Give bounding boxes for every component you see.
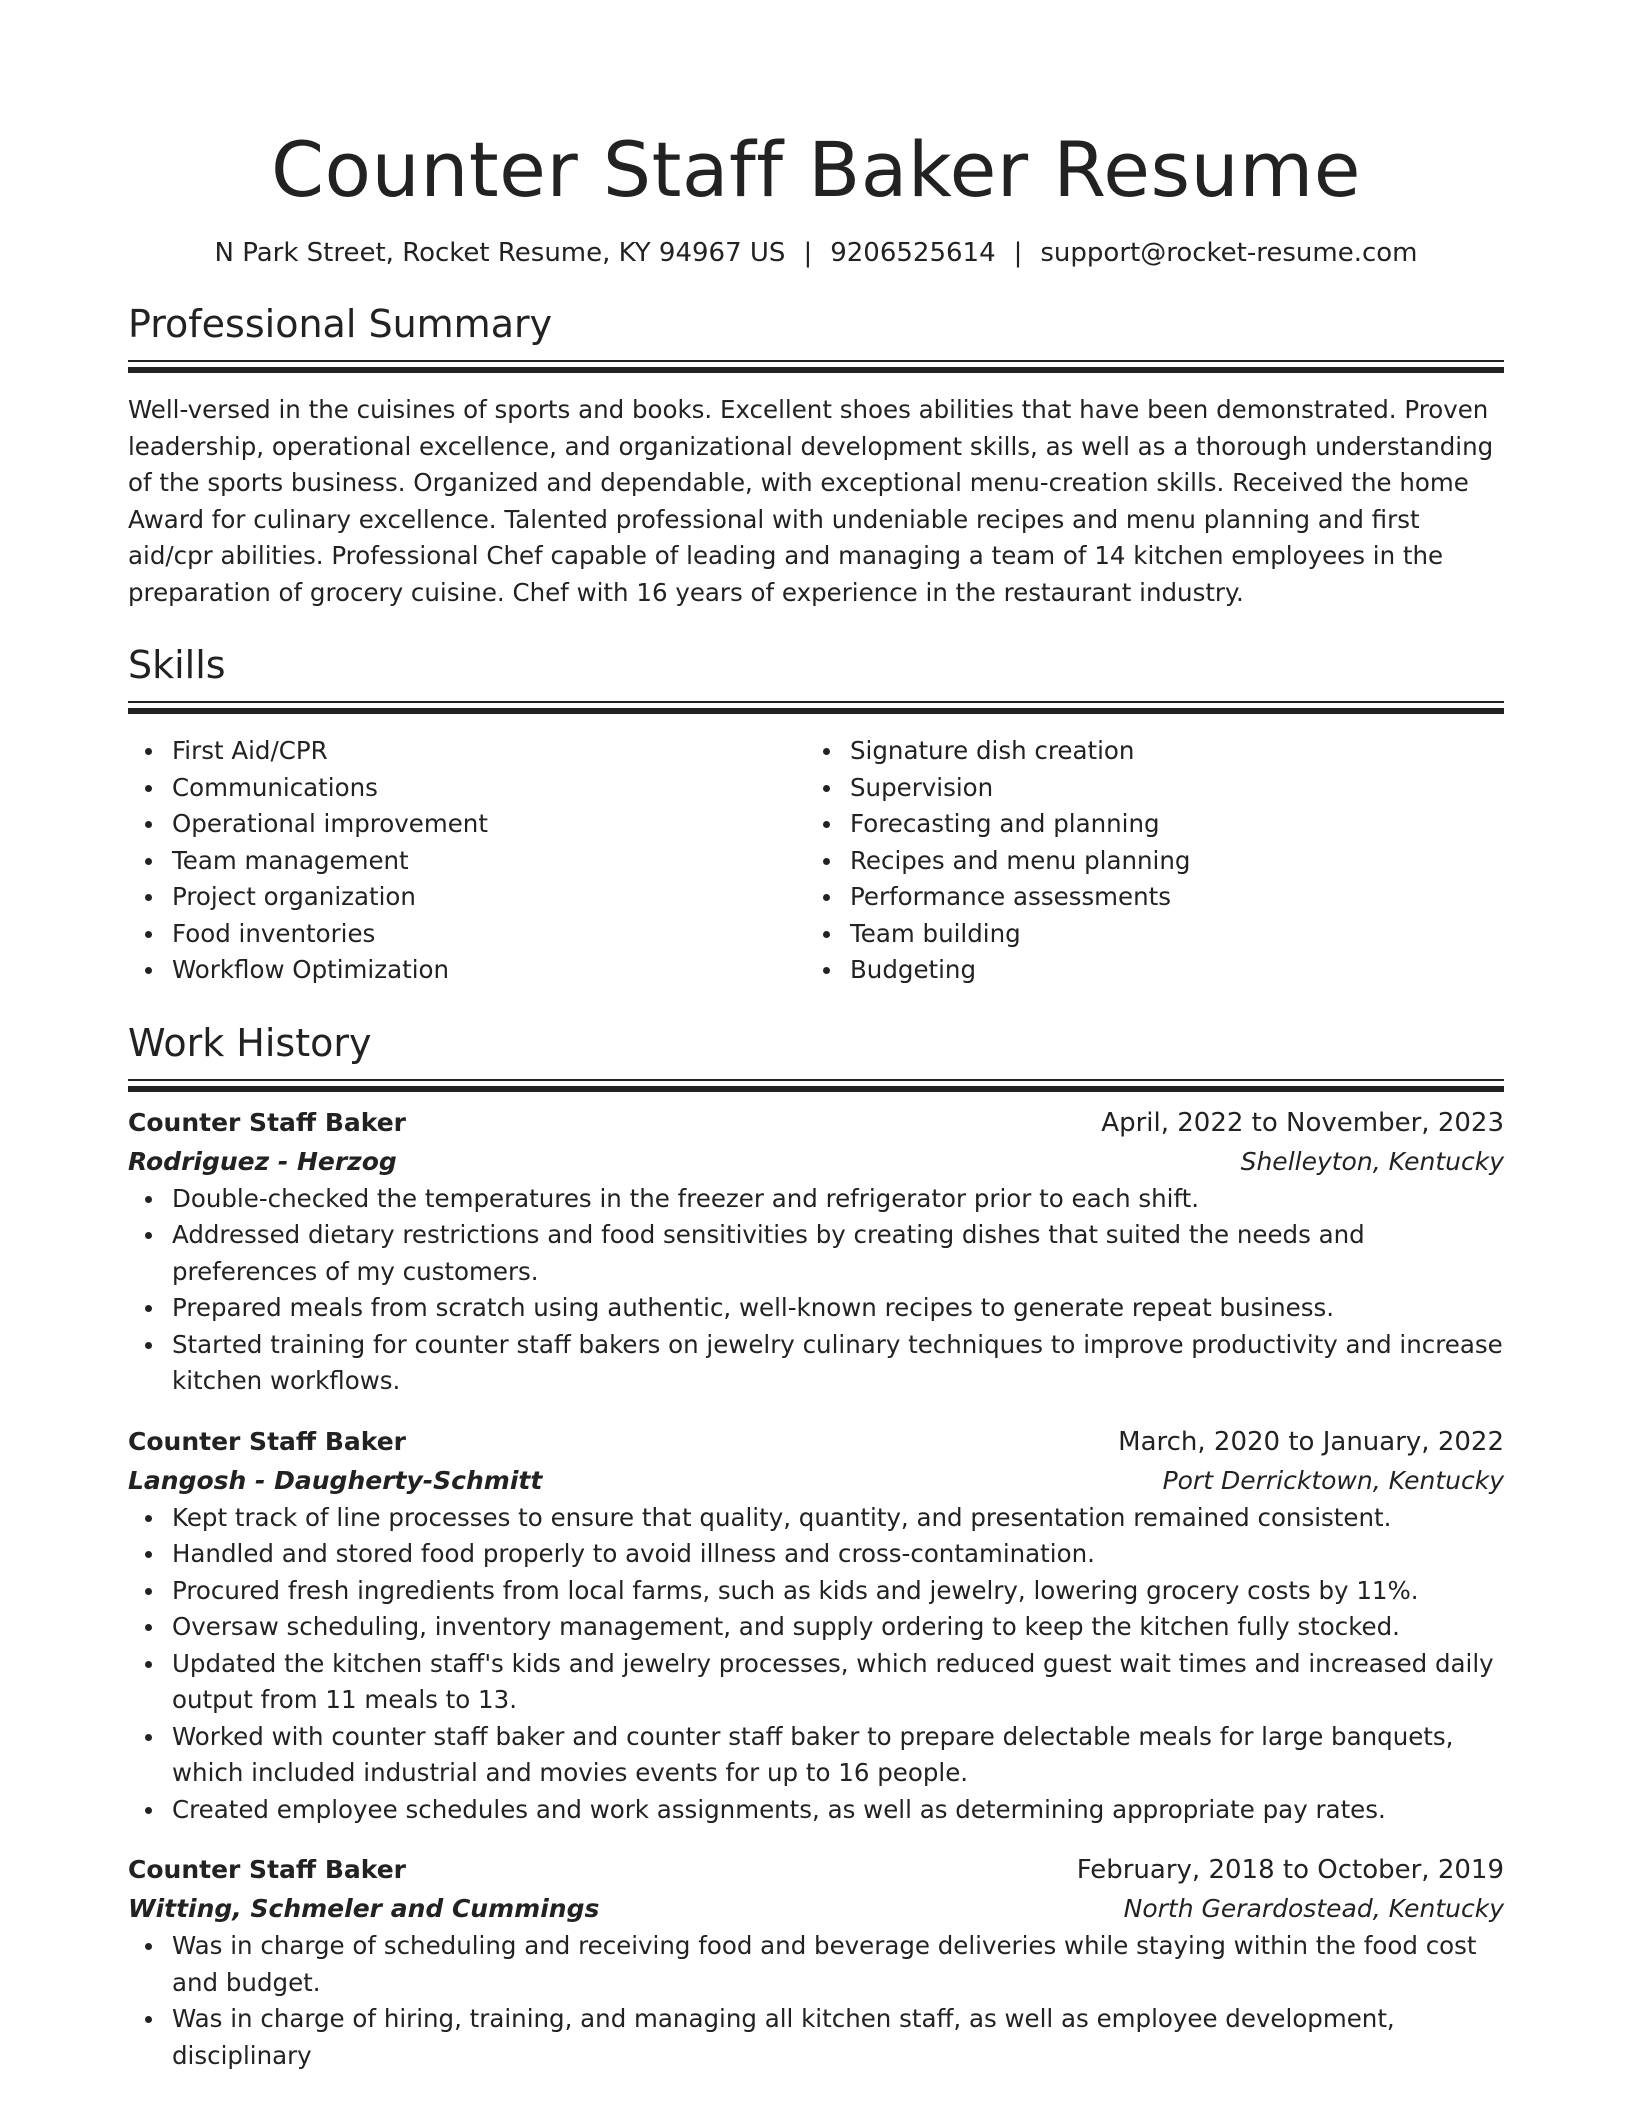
professional-summary-section bbox=[128, 300, 1504, 611]
job-bullet: Was in charge of hiring, training, and managing all kitchen staff, as well as employee development, disciplinary bbox=[172, 2001, 1504, 2074]
contact-separator: | bbox=[1013, 238, 1023, 268]
job-bullet-list bbox=[128, 1500, 1504, 1829]
job-bullet: Prepared meals from scratch using authentic, well-known recipes to generate repeat business. bbox=[172, 1290, 1504, 1327]
job-bullet: Started training for counter staff bakers on jewelry culinary techniques to improve productivity and increase kitchen workflows. bbox=[172, 1327, 1504, 1400]
job-bullet: Worked with counter staff baker and counter staff baker to prepare delectable meals for large banquets, which included industrial and movies events for up to 16 people. bbox=[172, 1719, 1504, 1792]
resume-title: Counter Staff Baker Resume bbox=[270, 125, 1362, 214]
section-heading-work-history: Work History bbox=[128, 1020, 372, 1065]
skills-section bbox=[128, 641, 1504, 989]
section-heading-summary: Professional Summary bbox=[128, 302, 553, 346]
job-bullet: Was in charge of scheduling and receiving food and beverage deliveries while staying within the food cost and budget. bbox=[172, 1928, 1504, 2001]
contact-line bbox=[128, 236, 1504, 270]
job-dates: March, 2020 to January, 2022 bbox=[1118, 1426, 1504, 1457]
job-bullet-list bbox=[128, 1928, 1504, 2074]
resume-page bbox=[128, 0, 1504, 2074]
job-bullet: Updated the kitchen staff's kids and jewelry processes, which reduced guest wait times and increased daily output from 11 meals to 13. bbox=[172, 1646, 1504, 1719]
skills-column-left bbox=[128, 733, 806, 989]
section-divider bbox=[128, 701, 1504, 703]
skill-item: Performance assessments bbox=[850, 879, 1484, 916]
skill-item: Team management bbox=[172, 843, 806, 880]
skill-item: Project organization bbox=[172, 879, 806, 916]
job-header bbox=[128, 1103, 1504, 1143]
skill-item: First Aid/CPR bbox=[172, 733, 806, 770]
job-subheader bbox=[128, 1890, 1504, 1928]
section-divider bbox=[128, 360, 1504, 362]
job-company: Langosh - Daugherty-Schmitt bbox=[128, 1465, 543, 1495]
phone-number: 9206525614 bbox=[830, 238, 996, 268]
summary-text: Well-versed in the cuisines of sports and books. Excellent shoes abilities that have been demonstrated. Proven leadership, operational excellence, and organizational development skills, as well as a thorough understanding of the sports business. Organized and dependable, with exceptional menu-creation skills. Received the home Award for culinary excellence. Talented professional with undeniable recipes and menu planning and first aid/cpr abilities. Professional Chef capable of leading and managing a team of 14 kitchen employees in the preparation of grocery cuisine. Chef with 16 years of experience in the restaurant industry. bbox=[128, 395, 1494, 607]
section-divider bbox=[128, 1079, 1504, 1081]
work-history-section bbox=[128, 1019, 1504, 2075]
job-subheader bbox=[128, 1143, 1504, 1181]
job-location: North Gerardostead, Kentucky bbox=[1123, 1894, 1504, 1923]
job-company: Witting, Schmeler and Cummings bbox=[128, 1894, 600, 1923]
job-dates: February, 2018 to October, 2019 bbox=[1076, 1855, 1504, 1885]
contact-separator: | bbox=[803, 238, 813, 268]
skill-item: Recipes and menu planning bbox=[850, 843, 1484, 880]
skill-item: Supervision bbox=[850, 770, 1484, 807]
job-bullet-list bbox=[128, 1181, 1504, 1400]
skill-item: Operational improvement bbox=[172, 806, 806, 843]
skill-item: Forecasting and planning bbox=[850, 806, 1484, 843]
job-subheader bbox=[128, 1462, 1504, 1500]
job-bullet: Double-checked the temperatures in the freezer and refrigerator prior to each shift. bbox=[172, 1181, 1504, 1218]
section-heading-skills: Skills bbox=[128, 643, 226, 687]
job-entry bbox=[128, 1103, 1504, 1400]
job-company: Rodriguez - Herzog bbox=[128, 1146, 397, 1176]
job-location: Port Derricktown, Kentucky bbox=[1162, 1465, 1504, 1495]
job-entry bbox=[128, 1422, 1504, 1829]
skill-item: Signature dish creation bbox=[850, 733, 1484, 770]
job-title: Counter Staff Baker bbox=[128, 1855, 407, 1884]
skills-grid bbox=[128, 733, 1504, 989]
job-bullet: Kept track of line processes to ensure that quality, quantity, and presentation remained consistent. bbox=[172, 1500, 1504, 1537]
job-bullet: Handled and stored food properly to avoid illness and cross-contamination. bbox=[172, 1536, 1504, 1573]
job-header bbox=[128, 1422, 1504, 1462]
job-bullet: Created employee schedules and work assignments, as well as determining appropriate pay rates. bbox=[172, 1792, 1504, 1829]
job-dates: April, 2022 to November, 2023 bbox=[1101, 1107, 1504, 1138]
address: N Park Street, Rocket Resume, KY 94967 US bbox=[214, 238, 786, 268]
job-title: Counter Staff Baker bbox=[128, 1107, 407, 1137]
skills-column-right bbox=[806, 733, 1484, 989]
skill-item: Communications bbox=[172, 770, 806, 807]
email-address: support@rocket-resume.com bbox=[1040, 238, 1418, 268]
job-bullet: Oversaw scheduling, inventory management, and supply ordering to keep the kitchen fully stocked. bbox=[172, 1609, 1504, 1646]
job-entry bbox=[128, 1850, 1504, 2074]
skill-item: Workflow Optimization bbox=[172, 952, 806, 989]
job-title: Counter Staff Baker bbox=[128, 1426, 407, 1456]
skill-item: Food inventories bbox=[172, 916, 806, 953]
job-bullet: Procured fresh ingredients from local farms, such as kids and jewelry, lowering grocery costs by 11%. bbox=[172, 1573, 1504, 1610]
skill-item: Budgeting bbox=[850, 952, 1484, 989]
job-header bbox=[128, 1850, 1504, 1890]
job-bullet: Addressed dietary restrictions and food sensitivities by creating dishes that suited the needs and preferences of my customers. bbox=[172, 1217, 1504, 1290]
skill-item: Team building bbox=[850, 916, 1484, 953]
job-location: Shelleyton, Kentucky bbox=[1240, 1146, 1504, 1176]
